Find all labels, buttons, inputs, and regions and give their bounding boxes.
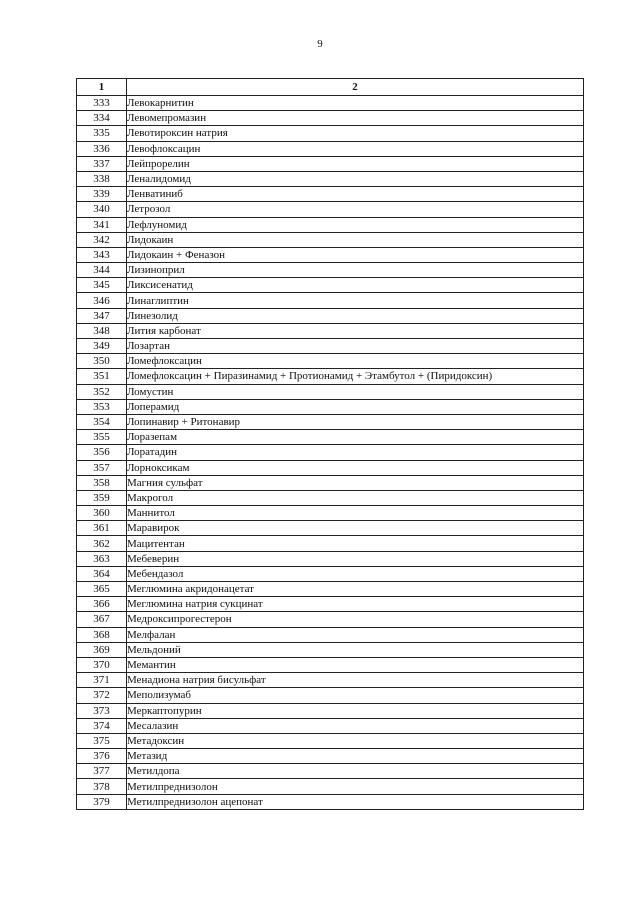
drug-name: Меполизумаб — [127, 688, 584, 703]
row-number: 377 — [77, 764, 127, 779]
table-row — [77, 642, 584, 657]
table-row — [77, 764, 584, 779]
drug-name: Лоперамид — [127, 399, 584, 414]
table-row — [77, 673, 584, 688]
row-number: 338 — [77, 171, 127, 186]
row-number: 342 — [77, 232, 127, 247]
table-row — [77, 202, 584, 217]
table-header-row — [77, 79, 584, 96]
drug-name: Ломефлоксацин — [127, 354, 584, 369]
drug-name: Лозартан — [127, 339, 584, 354]
row-number: 344 — [77, 263, 127, 278]
drug-name: Левофлоксацин — [127, 141, 584, 156]
drug-name: Мельдоний — [127, 642, 584, 657]
table-row — [77, 521, 584, 536]
table-row — [77, 733, 584, 748]
drug-name: Мебендазол — [127, 566, 584, 581]
row-number: 339 — [77, 187, 127, 202]
drug-name: Мемантин — [127, 657, 584, 672]
row-number: 349 — [77, 339, 127, 354]
drug-name: Мацитентан — [127, 536, 584, 551]
drug-name: Лидокаин — [127, 232, 584, 247]
table-row — [77, 445, 584, 460]
row-number: 337 — [77, 156, 127, 171]
drug-name: Левомепромазин — [127, 111, 584, 126]
drug-name: Линаглиптин — [127, 293, 584, 308]
drug-name: Метазид — [127, 749, 584, 764]
table-row — [77, 187, 584, 202]
drug-name: Метилпреднизолон ацепонат — [127, 794, 584, 809]
table-row — [77, 475, 584, 490]
row-number: 379 — [77, 794, 127, 809]
row-number: 353 — [77, 399, 127, 414]
row-number: 369 — [77, 642, 127, 657]
table-row — [77, 582, 584, 597]
row-number: 345 — [77, 278, 127, 293]
drug-name: Лефлуномид — [127, 217, 584, 232]
drug-name: Медроксипрогестерон — [127, 612, 584, 627]
row-number: 352 — [77, 384, 127, 399]
row-number: 360 — [77, 506, 127, 521]
row-number: 363 — [77, 551, 127, 566]
row-number: 348 — [77, 323, 127, 338]
table-row — [77, 232, 584, 247]
table-row — [77, 293, 584, 308]
drug-name: Линезолид — [127, 308, 584, 323]
drug-name: Меглюмина акридонацетат — [127, 582, 584, 597]
table-row — [77, 536, 584, 551]
table-row — [77, 612, 584, 627]
drug-name: Метилпреднизолон — [127, 779, 584, 794]
row-number: 354 — [77, 414, 127, 429]
drug-name: Магния сульфат — [127, 475, 584, 490]
row-number: 359 — [77, 490, 127, 505]
table-row — [77, 354, 584, 369]
table-row — [77, 703, 584, 718]
column-header-number: 1 — [77, 79, 127, 96]
drug-name: Левотироксин натрия — [127, 126, 584, 141]
row-number: 373 — [77, 703, 127, 718]
row-number: 334 — [77, 111, 127, 126]
drug-name: Летрозол — [127, 202, 584, 217]
row-number: 358 — [77, 475, 127, 490]
drug-name: Леналидомид — [127, 171, 584, 186]
row-number: 356 — [77, 445, 127, 460]
drug-name: Ломустин — [127, 384, 584, 399]
drug-name: Маннитол — [127, 506, 584, 521]
table-row — [77, 217, 584, 232]
table-row — [77, 399, 584, 414]
table-row — [77, 126, 584, 141]
table-row — [77, 551, 584, 566]
row-number: 335 — [77, 126, 127, 141]
table-row — [77, 566, 584, 581]
row-number: 376 — [77, 749, 127, 764]
table-row — [77, 141, 584, 156]
drug-name: Менадиона натрия бисульфат — [127, 673, 584, 688]
drug-name: Лоратадин — [127, 445, 584, 460]
drug-name: Левокарнитин — [127, 96, 584, 111]
row-number: 357 — [77, 460, 127, 475]
drug-name: Маравирок — [127, 521, 584, 536]
row-number: 343 — [77, 247, 127, 262]
table-row — [77, 688, 584, 703]
table-row — [77, 111, 584, 126]
table-row — [77, 339, 584, 354]
row-number: 355 — [77, 430, 127, 445]
row-number: 375 — [77, 733, 127, 748]
row-number: 336 — [77, 141, 127, 156]
column-header-name: 2 — [127, 79, 584, 96]
row-number: 371 — [77, 673, 127, 688]
table-row — [77, 779, 584, 794]
drug-name: Мелфалан — [127, 627, 584, 642]
table-row — [77, 247, 584, 262]
row-number: 368 — [77, 627, 127, 642]
page-number: 9 — [317, 38, 323, 50]
table-row — [77, 749, 584, 764]
table-row — [77, 627, 584, 642]
table-row — [77, 323, 584, 338]
row-number: 372 — [77, 688, 127, 703]
drug-name: Лорноксикам — [127, 460, 584, 475]
drug-name: Макрогол — [127, 490, 584, 505]
row-number: 370 — [77, 657, 127, 672]
row-number: 366 — [77, 597, 127, 612]
drug-name: Метилдопа — [127, 764, 584, 779]
drug-name: Мебеверин — [127, 551, 584, 566]
row-number: 351 — [77, 369, 127, 384]
row-number: 347 — [77, 308, 127, 323]
table-row — [77, 794, 584, 809]
drug-name: Лейпрорелин — [127, 156, 584, 171]
table-row — [77, 96, 584, 111]
drug-name: Ленватиниб — [127, 187, 584, 202]
drug-table — [76, 78, 584, 810]
row-number: 350 — [77, 354, 127, 369]
row-number: 361 — [77, 521, 127, 536]
drug-name: Ломефлоксацин + Пиразинамид + Протионамид + Этамбутол + (Пиридоксин) — [127, 369, 584, 384]
drug-name: Лопинавир + Ритонавир — [127, 414, 584, 429]
table-row — [77, 384, 584, 399]
table-row — [77, 718, 584, 733]
table-row — [77, 460, 584, 475]
table-row — [77, 263, 584, 278]
table-row — [77, 657, 584, 672]
table-row — [77, 430, 584, 445]
drug-name: Ликсисенатид — [127, 278, 584, 293]
row-number: 367 — [77, 612, 127, 627]
row-number: 374 — [77, 718, 127, 733]
drug-name: Лоразепам — [127, 430, 584, 445]
row-number: 346 — [77, 293, 127, 308]
table-row — [77, 597, 584, 612]
row-number: 365 — [77, 582, 127, 597]
table-row — [77, 506, 584, 521]
drug-name: Лизиноприл — [127, 263, 584, 278]
drug-name: Меглюмина натрия сукцинат — [127, 597, 584, 612]
row-number: 378 — [77, 779, 127, 794]
drug-name: Меркаптопурин — [127, 703, 584, 718]
drug-name: Месалазин — [127, 718, 584, 733]
drug-name: Лития карбонат — [127, 323, 584, 338]
table-row — [77, 369, 584, 384]
table-row — [77, 308, 584, 323]
row-number: 364 — [77, 566, 127, 581]
drug-name: Метадоксин — [127, 733, 584, 748]
row-number: 341 — [77, 217, 127, 232]
table-row — [77, 156, 584, 171]
table-row — [77, 414, 584, 429]
table-row — [77, 171, 584, 186]
row-number: 333 — [77, 96, 127, 111]
table-row — [77, 490, 584, 505]
row-number: 362 — [77, 536, 127, 551]
row-number: 340 — [77, 202, 127, 217]
table-row — [77, 278, 584, 293]
drug-name: Лидокаин + Феназон — [127, 247, 584, 262]
